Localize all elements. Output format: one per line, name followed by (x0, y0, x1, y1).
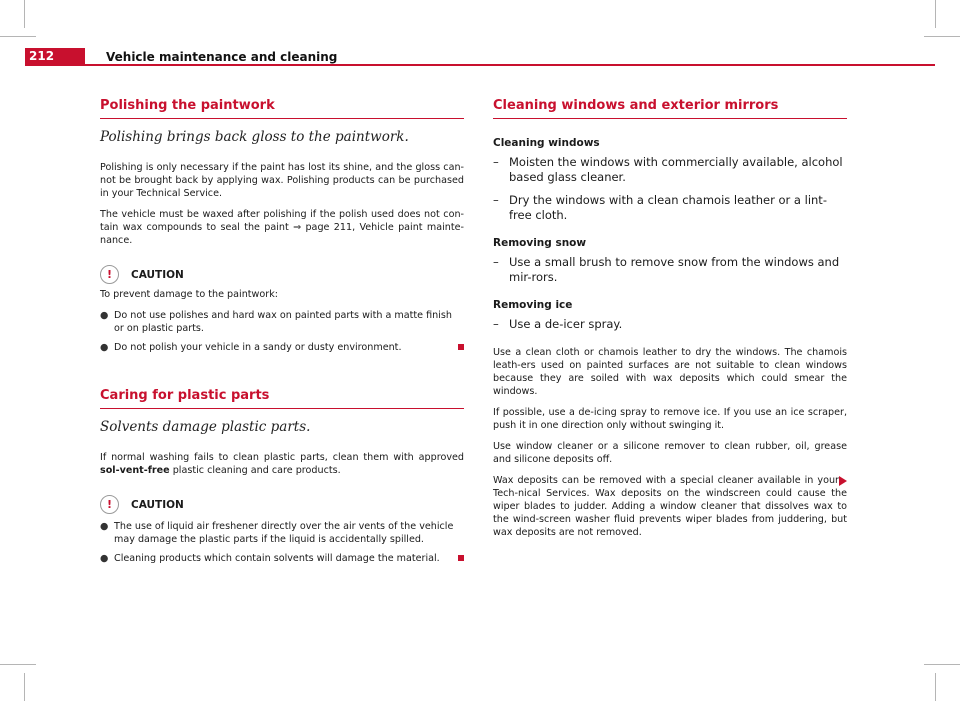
step-item (493, 155, 847, 185)
paragraph: Use window cleaner or a silicone remover to clean rubber, oil, grease and silicone deposits off. (493, 441, 847, 465)
subheading-cleaning: Cleaning windows (493, 137, 600, 149)
paragraph: Use a clean cloth or chamois leather to dry the windows. The chamois leath-ers used on painted surfaces are not suitable to clean windows because they are soiled with wax deposits which could smear the windows. (493, 347, 847, 397)
exclamation-circle-icon: ! (100, 495, 119, 514)
caution-box (100, 265, 464, 354)
step-item (493, 255, 847, 285)
bullet-icon: ● (100, 521, 109, 532)
paragraph: The vehicle must be waxed after polishing if the polish used does not con-tain wax compounds to seal the paint ⇒ page 211, Vehicle paint mainte-nance. (100, 209, 464, 246)
header-rule (25, 64, 935, 66)
step-text: Moisten the windows with commercially available, alcohol based glass cleaner. (509, 155, 843, 184)
paragraph: If possible, use a de-icing spray to remove ice. If you use an ice scraper, push it in one direction only without swinging it. (493, 407, 847, 431)
text-run: If normal washing fails to clean plastic parts, clean them with approved (100, 452, 464, 463)
right-column (493, 98, 847, 547)
list-item (100, 520, 464, 546)
caution-box (100, 495, 464, 565)
step-item (493, 317, 847, 332)
dash-marker: – (493, 193, 499, 207)
end-square-icon (458, 555, 464, 561)
crop-mark (935, 673, 936, 701)
caution-intro: To prevent damage to the paintwork: (100, 289, 278, 300)
bullet-text: The use of liquid air freshener directly over the air vents of the vehicle may damage the plastic parts if the liquid is accidentally spilled. (114, 521, 454, 545)
bold-term: sol-vent-free (100, 465, 170, 476)
list-item (100, 341, 464, 354)
section-heading-plastic: Caring for plastic parts (100, 388, 464, 409)
exclamation-circle-icon: ! (100, 265, 119, 284)
paragraph (100, 451, 464, 477)
continue-arrow-icon (839, 476, 847, 486)
chapter-title: Vehicle maintenance and cleaning (106, 50, 338, 64)
section-heading-windows: Cleaning windows and exterior mirrors (493, 98, 847, 119)
end-square-icon (458, 344, 464, 350)
caution-label: CAUTION (131, 268, 184, 281)
paragraph (493, 474, 847, 539)
crop-mark (24, 0, 25, 28)
crop-mark (924, 36, 960, 37)
caution-label: CAUTION (131, 498, 184, 511)
caution-header (100, 495, 464, 514)
section-heading-polishing: Polishing the paintwork (100, 98, 464, 119)
step-text: Use a small brush to remove snow from the windows and mir-rors. (509, 255, 840, 284)
paragraph: Polishing is only necessary if the paint has lost its shine, and the gloss can-not be brought back by applying wax. Polishing products can be purchased in your Technical Service. (100, 162, 464, 199)
subheading-snow: Removing snow (493, 237, 587, 249)
text-run: Wax deposits can be removed with a special cleaner available in your Tech-nical Services. Wax deposits on the windscreen could cause the wiper blades to judder. Adding a window cleaner that dissolves wax to the wind-screen washer fluid prevents wiper blades from juddering, but wax deposits are not removed. (493, 475, 847, 538)
subheading-ice: Removing ice (493, 299, 573, 311)
step-text: Use a de-icer spray. (509, 317, 623, 331)
step-item (493, 193, 847, 223)
list-item (100, 552, 464, 565)
bullet-text: Do not polish your vehicle in a sandy or dusty environment. (114, 342, 402, 353)
dash-marker: – (493, 317, 499, 331)
bullet-text: Cleaning products which contain solvents will damage the material. (114, 553, 440, 564)
bullet-icon: ● (100, 553, 109, 564)
list-item (100, 309, 464, 335)
bullet-icon: ● (100, 342, 109, 353)
page-number: 212 (25, 48, 85, 65)
step-text: Dry the windows with a clean chamois leather or a lint-free cloth. (509, 193, 827, 222)
section-lead: Polishing brings back gloss to the paintwork. (100, 129, 409, 145)
text-run: plastic cleaning and care products. (169, 465, 341, 476)
bullet-text: Do not use polishes and hard wax on painted parts with a matte finish or on plastic parts. (114, 310, 452, 334)
section-lead: Solvents damage plastic parts. (100, 419, 311, 435)
crop-mark (924, 664, 960, 665)
crop-mark (935, 0, 936, 28)
crop-mark (0, 36, 36, 37)
crop-mark (24, 673, 25, 701)
crop-mark (0, 664, 36, 665)
bullet-icon: ● (100, 310, 109, 321)
dash-marker: – (493, 155, 499, 169)
caution-header (100, 265, 464, 284)
left-column (100, 98, 464, 571)
dash-marker: – (493, 255, 499, 269)
